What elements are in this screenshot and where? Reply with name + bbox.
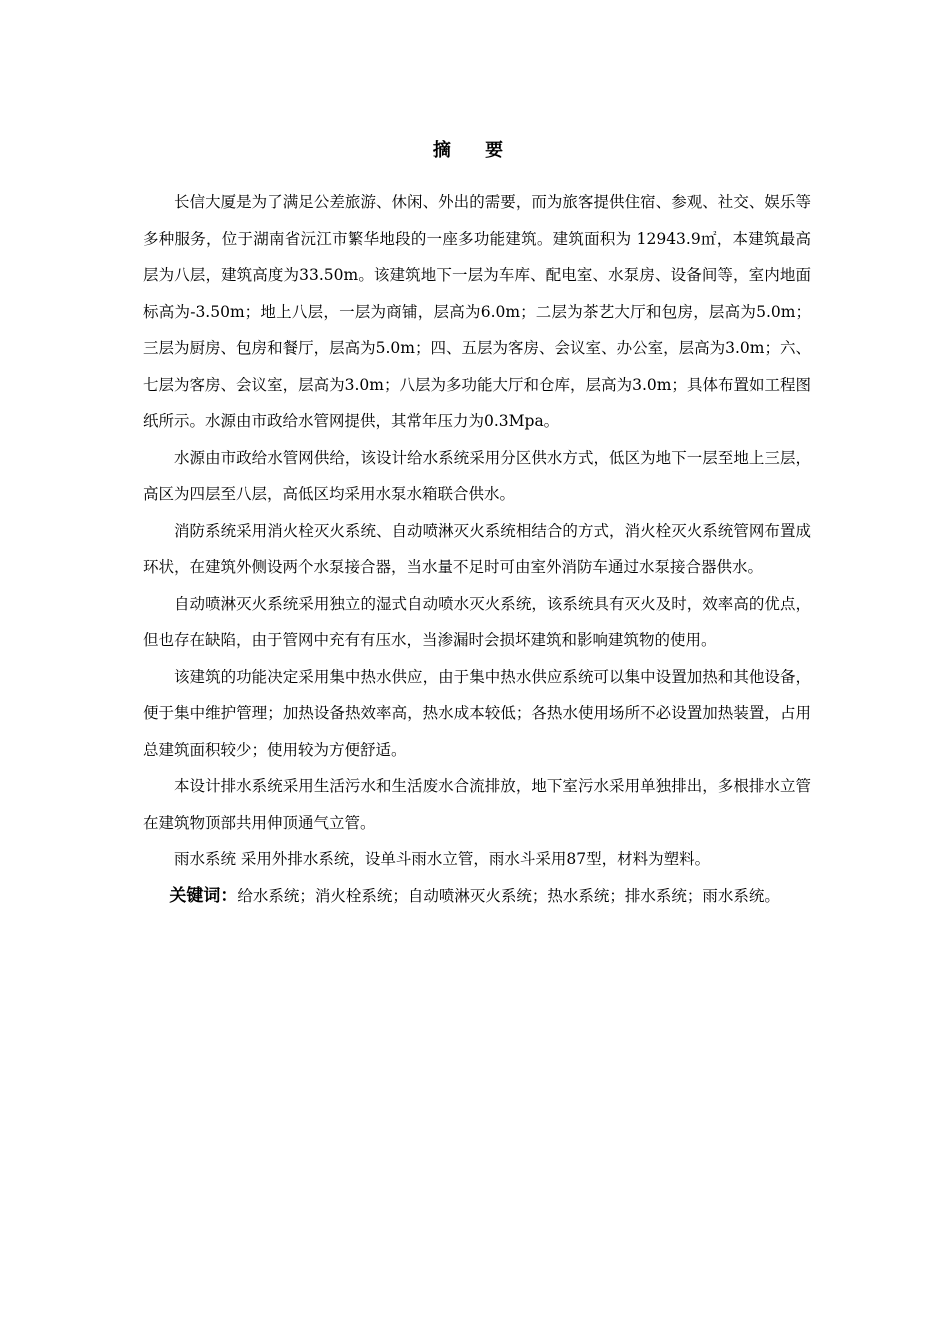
keywords-label: 关键词： <box>169 885 238 906</box>
paragraph-drainage: 本设计排水系统采用生活污水和生活废水合流排放，地下室污水采用单独排出，多根排水立管在建筑物顶部共用伸顶通气立管。 <box>143 777 811 832</box>
paragraph-hot-water: 该建筑的功能决定采用集中热水供应，由于集中热水供应系统可以集中设置加热和其他设备，便于集中维护管理；加热设备热效率高，热水成本较低；各热水使用场所不必设置加热装置，占用总建筑面积较少；使用较为方便舒适。 <box>143 667 811 759</box>
keywords-text: 给水系统；消火栓系统；自动喷淋灭火系统；热水系统；排水系统；雨水系统。 <box>237 886 780 905</box>
keywords-line <box>143 878 811 915</box>
abstract-title: 摘 要 <box>432 140 518 161</box>
abstract-body <box>143 184 811 914</box>
paragraph-fire-hydrant: 消防系统采用消火栓灭火系统、自动喷淋灭火系统相结合的方式，消火栓灭火系统管网布置成环状，在建筑外侧设两个水泵接合器，当水量不足时可由室外消防车通过水泵接合器供水。 <box>143 521 811 576</box>
paragraph-rainwater: 雨水系统 采用外排水系统，设单斗雨水立管，雨水斗采用87型，材料为塑料。 <box>174 850 711 868</box>
paragraph-water-supply: 水源由市政给水管网供给，该设计给水系统采用分区供水方式，低区为地下一层至地上三层，高区为四层至八层，高低区均采用水泵水箱联合供水。 <box>143 448 811 503</box>
paragraph-overview: 长信大厦是为了满足公差旅游、休闲、外出的需要，而为旅客提供住宿、参观、社交、娱乐等多种服务，位于湖南省沅江市繁华地段的一座多功能建筑。建筑面积为 12943.9㎡，本建筑最高层为八层，建筑高度为33.50m。该建筑地下一层为车库、配电室、水泵房、设备间等，室内地面标高为-3.50m；地上八层，一层为商铺，层高为6.0m；二层为茶艺大厅和包房，层高为5.0m；三层为厨房、包房和餐厅，层高为5.0m；四、五层为客房、会议室、办公室，层高为3.0m；六、七层为客房、会议室，层高为3.0m；八层为多功能大厅和仓库，层高为3.0m；具体布置如工程图纸所示。水源由市政给水管网提供，其常年压力为0.3Mpa。 <box>143 193 811 430</box>
paragraph-sprinkler: 自动喷淋灭火系统采用独立的湿式自动喷水灭火系统，该系统具有灭火及时，效率高的优点，但也存在缺陷，由于管网中充有有压水，当渗漏时会损坏建筑和影响建筑物的使用。 <box>143 594 811 649</box>
